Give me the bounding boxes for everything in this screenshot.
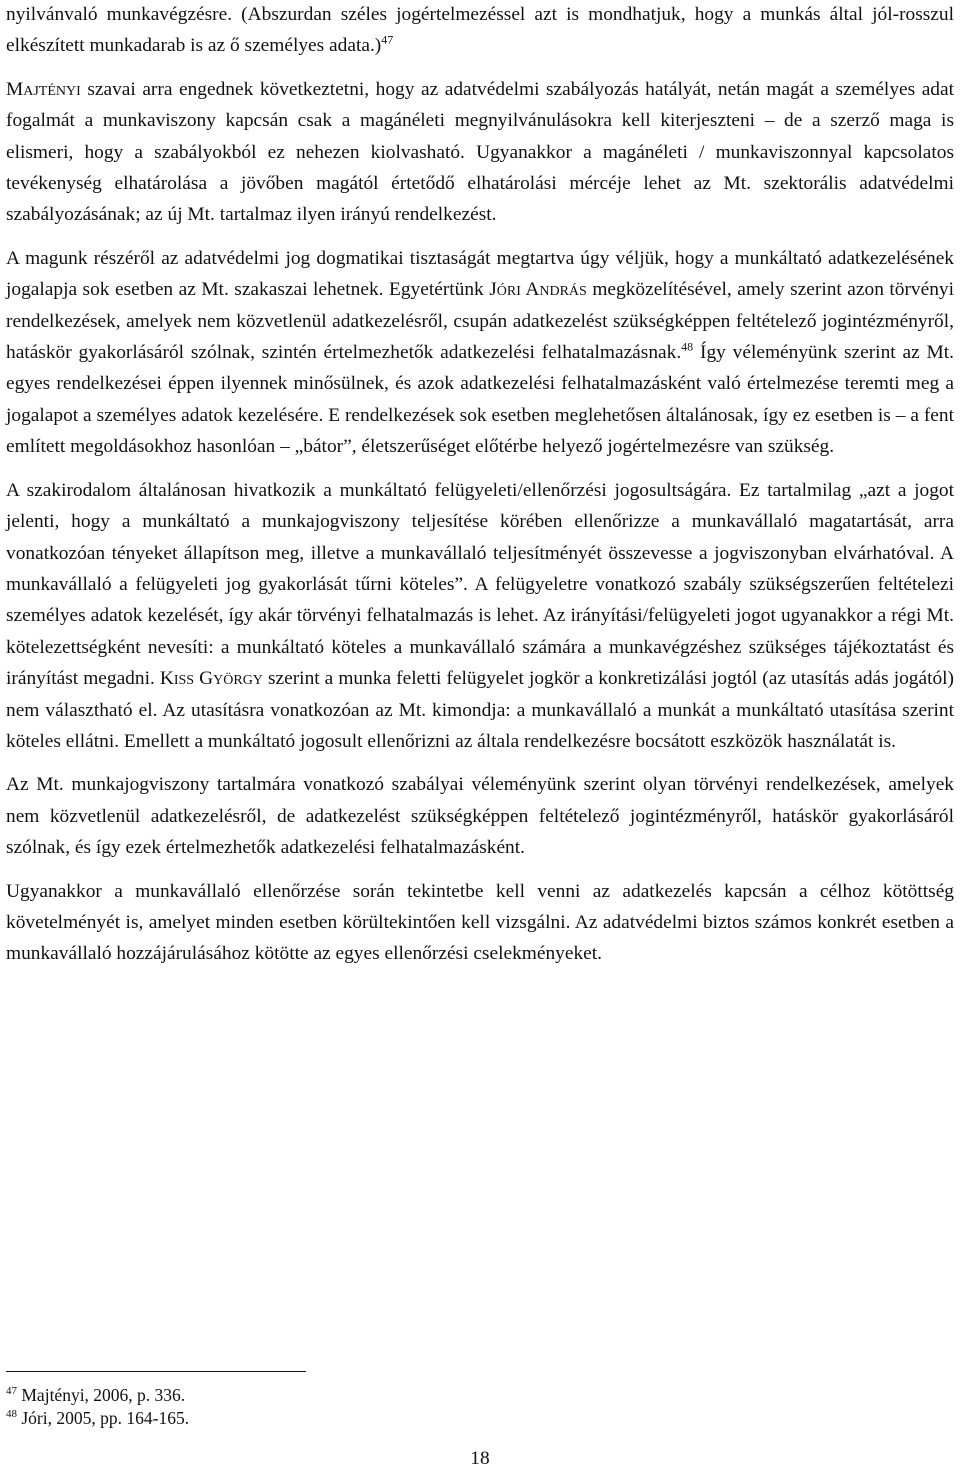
footnote-47 <box>6 1384 606 1407</box>
paragraph-text: nyilvánvaló munkavégzésre. (Abszurdan széles jogértelmezéssel azt is mondhatjuk, hogy a munkás által jól-rosszul elkészített munkadarab is az ő személyes adata.) <box>6 4 954 57</box>
paragraph-text: A magunk részéről az adatvédelmi jog dogmatikai tisztaságát megtartva úgy véljük, hogy a munkáltató adatkezelésének jogalapja sok esetben az Mt. szakaszai lehetnek. Egyetértünk <box>6 247 954 301</box>
footnote-ref-47[interactable]: 47 <box>381 32 394 47</box>
document-body <box>6 0 954 982</box>
paragraph-text: szavai arra engednek következtetni, hogy az adatvédelmi szabályozás hatályát, netán magát a személyes adat fogalmát a munkaviszony kapcsán csak a magánéleti megnyilvánulásokra kell kiterjeszteni – de a szerző maga is elismeri, hogy a szabályokból ez nehezen kiolvasható. Ugyanakkor a magánéleti / munkaviszonnyal kapcsolatos tevékenység elhatárolása a jövőben magától értetődő elhatárolási mércéje lehet az Mt. szektorális adatvédelmi szabályozásának; az új Mt. tartalmaz ilyen irányú rendelkezést. <box>6 78 954 226</box>
footnote-ref-48[interactable]: 48 <box>681 339 694 354</box>
footnote-text: Jóri, 2005, pp. 164-165. <box>21 1407 190 1428</box>
footnote-text: Majtényi, 2006, p. 336. <box>21 1385 186 1405</box>
paragraph-1 <box>6 0 954 62</box>
paragraph-5 <box>6 769 954 863</box>
footnotes <box>6 1384 606 1429</box>
paragraph-4 <box>6 475 954 758</box>
author-name: Kiss György <box>159 668 263 690</box>
footnote-number: 47 <box>6 1385 17 1398</box>
paragraph-6 <box>6 876 954 970</box>
author-name: Majtényi <box>6 78 81 100</box>
footnote-48 <box>6 1407 606 1430</box>
paragraph-text: szerint a munka feletti felügyelet jogkör a konkretizálási jogtól (az utasítás adás jogától) nem választható el. Az utasításra vonatkozóan az Mt. kimondja: a munkavállaló a munkát a munkáltató utasítása szerint köteles ellátni. Emellett a munkáltató jogosult ellenőrizni az általa rendelkezésre bocsátott eszközök használatát is. <box>6 668 955 752</box>
paragraph-text: A szakirodalom általánosan hivatkozik a munkáltató felügyeleti/ellenőrzési jogosultságára. Ez tartalmilag „azt a jogot jelenti, hogy a munkáltató a munkajogviszony teljesítése körében ellenőrizze a munkavállaló magatartását, arra vonatkozóan tényeket állapítson meg, illetve a munkavállaló teljesítményét összevesse a jogviszonyban elvárhatóval. A munkavállaló a felügyeleti jog gyakorlását tűrni köteles”. A felügyeletre vonatkozó szabály szükségszerűen feltételezi személyes adatok kezelését, így akár törvényi felhatalmazás is lehet. Az irányítási/felügyeleti jogot ugyanakkor a régi Mt. kötelezettségként nevesíti: a munkáltató köteles a munkavállaló számára a munkavégzéshez szükséges tájékoztatást és irányítást megadni. <box>6 479 954 690</box>
footnote-separator <box>6 1371 306 1372</box>
paragraph-text: Így véleményünk szerint az Mt. egyes rendelkezései éppen ilyennek minősülnek, és azok adatkezelési felhatalmazásként való értelmezése teremti meg a jogalapot a személyes adatok kezelésére. E rendelkezések sok esetben meglehetősen általánosak, így ez esetben is – a fent említett megoldásokhoz hasonlóan – „bátor”, életszerűséget előtérbe helyező jogértelmezésre van szükség. <box>6 342 954 458</box>
page-number: 18 <box>470 1448 490 1469</box>
paragraph-2 <box>6 74 954 231</box>
paragraph-text: Az Mt. munkajogviszony tartalmára vonatkozó szabályai véleményünk szerint olyan törvényi rendelkezések, amelyek nem közvetlenül adatkezelésről, de adatkezelést szükségképpen feltételező jogintézményről, hatáskör gyakorlásáról szólnak, és így ezek értelmezhetők adatkezelési felhatalmazásként. <box>6 774 954 859</box>
author-name: Jóri András <box>489 279 587 301</box>
paragraph-3 <box>6 243 954 463</box>
paragraph-text: megközelítésével, amely szerint azon törvényi rendelkezések, amelyek nem közvetlenül adatkezelésről, csupán adatkezelést szükségképpen feltételező jogintézményről, hatáskör gyakorlásáról szólnak, szintén értelmezhetők adatkezelési felhatalmazásnak. <box>6 279 954 364</box>
paragraph-text: Ugyanakkor a munkavállaló ellenőrzése során tekintetbe kell venni az adatkezelés kapcsán a célhoz kötöttség követelményét is, amelyet minden esetben körültekintően kell vizsgálni. Az adatvédelmi biztos számos konkrét esetben a munkavállaló hozzájárulásához kötötte az egyes ellenőrzési cselekményeket. <box>6 880 954 965</box>
footnote-number: 48 <box>6 1407 17 1420</box>
